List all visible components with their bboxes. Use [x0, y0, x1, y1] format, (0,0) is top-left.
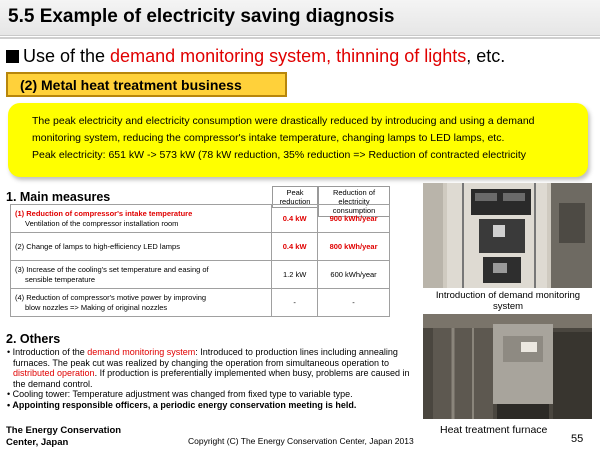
peak-value: 1.2 kW [272, 261, 318, 289]
others-highlight: demand monitoring system [87, 347, 196, 357]
title-bar [0, 0, 600, 36]
measures-heading: 1. Main measures [6, 190, 111, 204]
list-item: • Appointing responsible officers, a periodic energy conservation meeting is held. [7, 399, 357, 410]
footer-org-line: The Energy Conservation [6, 425, 122, 436]
summary-line-1: The peak electricity and electricity consumption were drastically reduced by introducing and using a demand [32, 115, 535, 127]
others-text: . If production is preferentially implemented when busy, problems are caused in the demand control. [13, 368, 410, 389]
page-number: 55 [571, 433, 584, 445]
list-item: • Cooling tower: Temperature adjustment was changed from fixed type to variable type. [7, 389, 353, 399]
table-row [11, 233, 390, 261]
peak-value: 0.4 kW [272, 233, 318, 261]
footer-organization [6, 425, 121, 449]
measure-title: (4) Reduction of compressor's motive power by improving [15, 292, 207, 302]
measure-description [11, 261, 272, 289]
section-label: (2) Metal heat treatment business [6, 72, 287, 97]
others-highlight: distributed operation [13, 368, 95, 378]
demand-monitoring-illustration [423, 183, 592, 288]
square-bullet-icon [6, 50, 19, 63]
consumption-reduction-header: Reduction of electricity consumption [318, 186, 390, 217]
table-row [11, 261, 390, 289]
measure-title: (3) Increase of the cooling's set temperature and easing of [15, 264, 209, 274]
list-item: • Introduction of the demand monitoring system: Introduced to production lines including annealing furnaces. The peak cut was realized by changing the operation from simultaneous operation to distributed operation. If production is preferentially implemented when busy, problems are caused in the demand control. [7, 347, 410, 389]
subtitle [6, 46, 505, 67]
others-heading: 2. Others [6, 332, 61, 346]
peak-value: 0.4 kW [272, 205, 318, 233]
peak-reduction-header: Peak reduction [272, 186, 318, 208]
table-row [11, 289, 390, 317]
subtitle-prefix: Use of the [23, 46, 111, 66]
measures-table [10, 204, 390, 317]
consumption-value: 800 kWh/year [318, 233, 390, 261]
measure-title: (2) Change of lamps to high-efficiency LED lamps [15, 241, 180, 251]
furnace-illustration [423, 314, 592, 419]
peak-value: - [272, 289, 318, 317]
page-title: 5.5 Example of electricity saving diagnosis [8, 6, 395, 27]
demand-monitoring-photo [423, 183, 592, 288]
subtitle-highlight: demand monitoring system, thinning of lights [110, 46, 467, 66]
consumption-value: 900 kWh/year [318, 205, 390, 233]
consumption-value: 600 kWh/year [318, 261, 390, 289]
others-list [6, 347, 416, 410]
measure-description [11, 205, 272, 233]
consumption-value: - [318, 289, 390, 317]
summary-line-2: monitoring system, reducing the compressor's intake temperature, changing lamps to LED lamps, etc. [32, 132, 505, 144]
measure-description [11, 233, 272, 261]
photo2-caption: Heat treatment furnace [440, 424, 548, 436]
table-row [11, 205, 390, 233]
others-text: Cooling tower: Temperature adjustment was changed from fixed type to variable type. [12, 389, 353, 399]
summary-line-3: Peak electricity: 651 kW -> 573 kW (78 kW reduction, 35% reduction => Reduction of contracted electricity [32, 149, 527, 161]
measure-title: (1) Reduction of compressor's intake temperature [15, 208, 193, 218]
others-text: Appointing responsible officers, a periodic energy conservation meeting is held. [12, 399, 357, 410]
measure-description [11, 289, 272, 317]
summary-box [8, 103, 588, 177]
measure-subtitle: blow nozzles => Making of original nozzles [25, 302, 168, 312]
others-text: Introduction of the [12, 347, 88, 357]
measure-subtitle: Ventilation of the compressor installation room [25, 218, 179, 228]
title-rule [0, 37, 600, 39]
footer-org-line: Center, Japan [6, 437, 69, 448]
photo1-caption: Introduction of demand monitoring system [435, 290, 581, 312]
footer-copyright: Copyright (C) The Energy Conservation Center, Japan 2013 [188, 436, 414, 446]
others-text: : Introduced to production lines including annealing furnaces. The peak cut was realized by changing the operation from simultaneous operation to [13, 347, 398, 368]
heat-treatment-furnace-photo [423, 314, 592, 419]
subtitle-suffix: , etc. [466, 46, 506, 66]
measure-subtitle: sensible temperature [25, 274, 96, 284]
